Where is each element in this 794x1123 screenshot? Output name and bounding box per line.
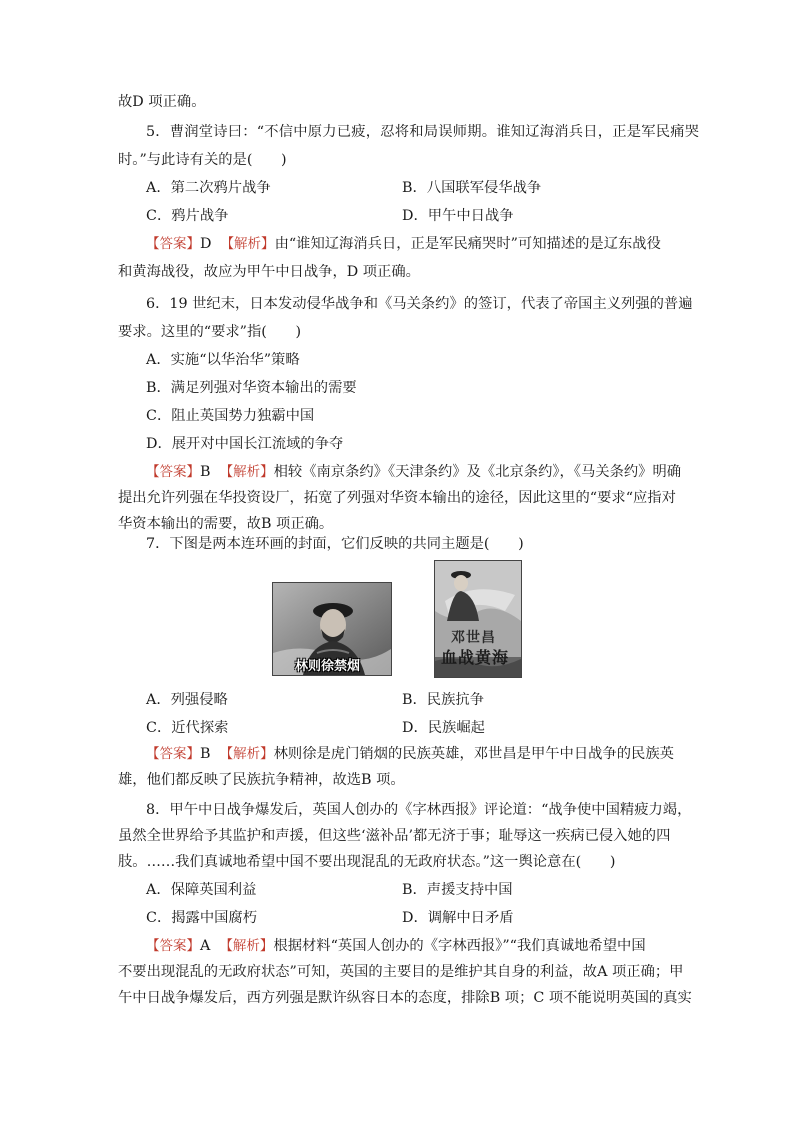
q5-stem-line2: 时。”与此诗有关的是( ) — [118, 152, 287, 168]
q8-explanation-line1 — [146, 936, 646, 956]
q7-explanation-line1 — [146, 744, 674, 764]
q7-option-c: C．近代探索 — [146, 720, 229, 736]
q7-option-b: B．民族抗争 — [402, 692, 484, 708]
q8-stem-line1: 8．甲午中日战争爆发后，英国人创办的《字林西报》评论道：“战争使中国精疲力竭， — [146, 802, 692, 818]
q8-option-b: B．声援支持中国 — [402, 882, 513, 898]
q6-option-d: D．展开对中国长江流域的争夺 — [146, 436, 344, 452]
q4-conclusion: 故D 项正确。 — [118, 94, 206, 110]
q6-explanation-line1 — [146, 462, 681, 482]
comic-cover-deng-shichang — [434, 560, 522, 678]
answer-tag: 【答案】 — [146, 938, 200, 954]
answer-tag: 【答案】 — [146, 746, 200, 762]
q6-explanation-line2: 提出允许列强在华投资设厂，拓宽了列强对华资本输出的途径，因此这里的“要求“应指对 — [118, 490, 676, 506]
explanation-tag: 【解析】 — [220, 236, 275, 252]
q5-stem-line1: 5．曹润堂诗曰：“不信中原力已疲，忍将和局误师期。谁知辽海消兵日，正是军民痛哭 — [146, 124, 700, 140]
q5-option-b: B．八国联军侵华战争 — [402, 180, 542, 196]
q8-explanation-line3: 午中日战争爆发后，西方列强是默许纵容日本的态度，排除B 项；C 项不能说明英国的真实 — [118, 990, 692, 1006]
q8-option-d: D．调解中日矛盾 — [402, 910, 514, 926]
answer-tag: 【答案】 — [146, 464, 200, 480]
explanation-text: 林则徐是虎门销烟的民族英雄，邓世昌是甲午中日战争的民族英 — [273, 746, 674, 762]
answer-value: B — [200, 746, 211, 762]
q6-option-c: C．阻止英国势力独霸中国 — [146, 408, 315, 424]
q8-option-a: A．保障英国利益 — [146, 882, 257, 898]
answer-value: D — [200, 236, 212, 252]
explanation-text: 由“谁知辽海消兵日，正是军民痛哭时”可知描述的是辽东战役 — [274, 236, 661, 252]
q8-stem-line3: 肢。……我们真诚地希望中国不要出现混乱的无政府状态。”这一舆论意在( ) — [118, 854, 616, 870]
cover-title-deng-shichang: 邓世昌 — [451, 630, 496, 646]
q8-stem-line2: 虽然全世界给予其监护和声援，但这些‘滋补品’都无济于事；耻辱这一疾病已侵入她的四 — [118, 828, 671, 844]
answer-value: B — [200, 464, 211, 480]
comic-cover-lin-zexu — [272, 582, 392, 676]
q6-explanation-line3: 华资本输出的需要，故B 项正确。 — [118, 516, 334, 532]
q8-explanation-line2: 不要出现混乱的无政府状态”可知，英国的主要目的是维护其自身的利益，故A 项正确；甲 — [118, 964, 684, 980]
explanation-tag: 【解析】 — [219, 464, 274, 480]
q5-explanation-line1 — [146, 234, 661, 254]
q6-stem-line1: 6．19 世纪末，日本发动侵华战争和《马关条约》的签订，代表了帝国主义列强的普遍 — [146, 296, 693, 312]
q5-option-a: A．第二次鸦片战争 — [146, 180, 271, 196]
explanation-tag: 【解析】 — [219, 938, 274, 954]
q7-option-d: D．民族崛起 — [402, 720, 485, 736]
q5-explanation-line2: 和黄海战役，故应为甲午中日战争，D 项正确。 — [118, 264, 420, 280]
q7-option-a: A．列强侵略 — [146, 692, 228, 708]
explanation-text: 根据材料“英国人创办的《字林西报》”“我们真诚地希望中国 — [273, 938, 646, 954]
explanation-tag: 【解析】 — [219, 746, 274, 762]
cover-title-battle-yellow-sea: 血战黄海 — [441, 648, 510, 667]
q5-option-d: D．甲午中日战争 — [402, 208, 514, 224]
q6-stem-line2: 要求。这里的“要求”指( ) — [118, 324, 302, 340]
explanation-text: 相较《南京条约》《天津条约》及《北京条约》，《马关条约》明确 — [273, 464, 682, 480]
q6-option-a: A．实施“以华治华”策略 — [146, 352, 300, 368]
cover-title-lin-zexu: 林则徐禁烟 — [295, 659, 361, 674]
q7-explanation-line2: 雄，他们都反映了民族抗争精神，故选B 项。 — [118, 772, 405, 788]
q8-option-c: C．揭露中国腐朽 — [146, 910, 258, 926]
answer-value: A — [200, 938, 211, 954]
q7-stem: 7．下图是两本连环画的封面，它们反映的共同主题是( ) — [146, 536, 524, 552]
answer-tag: 【答案】 — [146, 236, 200, 252]
q6-option-b: B．满足列强对华资本输出的需要 — [146, 380, 357, 396]
q5-option-c: C．鸦片战争 — [146, 208, 229, 224]
